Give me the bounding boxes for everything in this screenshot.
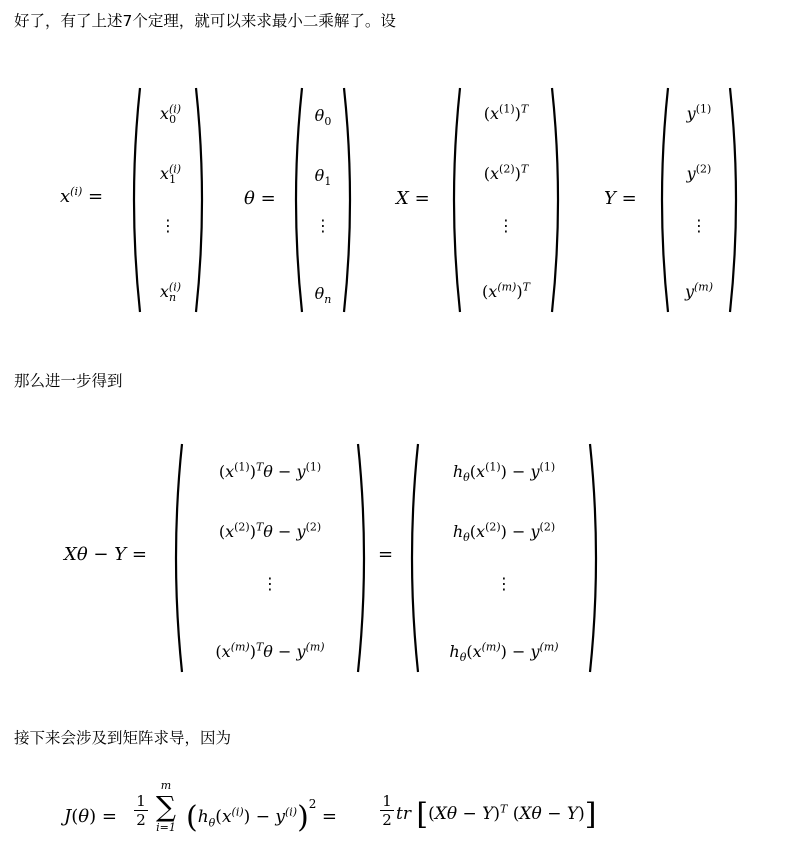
- half-fraction-1: 1 2: [134, 792, 148, 829]
- paragraph-then: 那么进一步得到: [14, 372, 123, 390]
- res2-row2: $h_\theta(x^{(2)}) - y^{(2)}$: [452, 520, 556, 545]
- X-row1: $(x^{(1)})^T$: [483, 102, 529, 123]
- X-label: X =: [396, 188, 430, 209]
- X-vdots: ⋮: [498, 216, 514, 235]
- x-i-label: $x^{(i)}$ =: [60, 185, 104, 207]
- res2-row1: $h_\theta(x^{(1)}) - y^{(1)}$: [452, 460, 556, 485]
- xn-i-cell: $x^{(i)}_n$: [159, 280, 182, 305]
- thetan-cell: $\theta_n$: [314, 284, 332, 307]
- Y-rowm: $y^{(m)}$: [684, 280, 714, 301]
- Y-row1: $y^{(1)}$: [686, 102, 712, 123]
- theta-label: θ =: [244, 188, 276, 209]
- res1-rowm: $(x^{(m)})^T\theta - y^{(m)}$: [215, 640, 325, 661]
- trace-term: tr [$(X\theta - Y)^T$ (Xθ − Y)]: [396, 797, 597, 832]
- res1-row2: $(x^{(2)})^T\theta - y^{(2)}$: [218, 520, 322, 541]
- res1-vdots: ⋮: [262, 574, 278, 593]
- summation: m ∑ i=1: [156, 779, 176, 834]
- Y-vdots: ⋮: [691, 216, 707, 235]
- theta-vdots: ⋮: [315, 216, 331, 235]
- residual-lhs: Xθ − Y =: [64, 544, 147, 565]
- Y-row2: $y^{(2)}$: [686, 162, 712, 183]
- paragraph-derivative: 接下来会涉及到矩阵求导，因为: [14, 729, 232, 747]
- x-vdots: ⋮: [160, 216, 176, 235]
- theta0-cell: $\theta_0$: [314, 106, 332, 129]
- theta1-cell: $\theta_1$: [314, 166, 332, 189]
- cost-J-theta: J(θ) =: [64, 806, 117, 827]
- res2-vdots: ⋮: [496, 574, 512, 593]
- X-row2: $(x^{(2)})^T$: [483, 162, 529, 183]
- paragraph-intro: 好了，有了上述7个定理，就可以来求最小二乘解了。设: [14, 12, 396, 30]
- res1-row1: $(x^{(1)})^T\theta - y^{(1)}$: [218, 460, 322, 481]
- x0-i-cell: $x^{(i)}_0$: [159, 102, 182, 127]
- Y-label: Y =: [604, 188, 637, 209]
- x1-i-cell: $x^{(i)}_1$: [159, 162, 182, 187]
- residual-equals: =: [378, 544, 394, 565]
- squared-error-term: $(h_\theta(x^{(i)}) - y^{(i)})^2$ =: [186, 797, 337, 835]
- res2-rowm: $h_\theta(x^{(m)}) - y^{(m)}$: [449, 640, 559, 665]
- half-fraction-2: 1 2: [380, 792, 394, 829]
- X-rowm: $(x^{(m)})^T$: [482, 280, 530, 301]
